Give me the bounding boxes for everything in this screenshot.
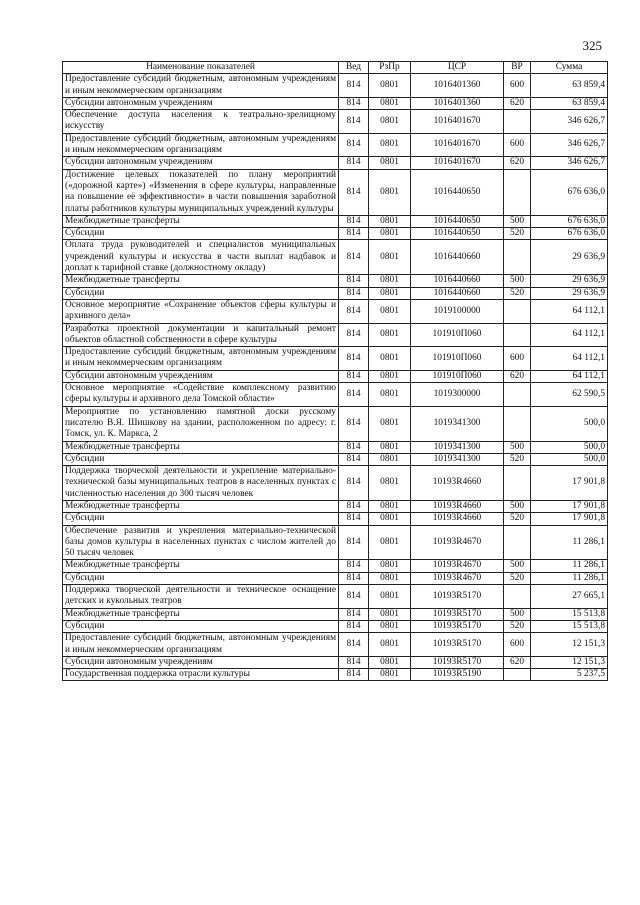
cell-vr: 620 (504, 370, 531, 382)
cell-vr (504, 525, 531, 560)
cell-rzpr: 0801 (369, 513, 411, 525)
header-name: Наименование показателей (63, 62, 339, 74)
cell-sum: 17 901,8 (531, 500, 608, 512)
cell-rzpr: 0801 (369, 275, 411, 287)
cell-sum: 500,0 (531, 406, 608, 441)
cell-rzpr: 0801 (369, 656, 411, 668)
cell-rzpr: 0801 (369, 215, 411, 227)
table-row (63, 383, 608, 407)
cell-rzpr: 0801 (369, 500, 411, 512)
cell-sum: 5 237,5 (531, 669, 608, 681)
cell-csr: 1019100000 (411, 299, 504, 323)
cell-vr: 520 (504, 620, 531, 632)
cell-rzpr: 0801 (369, 74, 411, 98)
cell-name: Поддержка творческой деятельности и техническое оснащение детских и кукольных театров (63, 585, 339, 609)
table-row (63, 633, 608, 657)
cell-vr (504, 110, 531, 134)
cell-sum: 346 626,7 (531, 110, 608, 134)
cell-rzpr: 0801 (369, 406, 411, 441)
cell-ved: 814 (339, 633, 369, 657)
cell-rzpr: 0801 (369, 157, 411, 169)
table-row (63, 466, 608, 501)
cell-name: Предоставление субсидий бюджетным, автономным учреждениям и иным некоммерческим организациям (63, 133, 339, 157)
cell-vr (504, 240, 531, 275)
cell-csr: 10193R5170 (411, 585, 504, 609)
cell-sum: 64 112,1 (531, 370, 608, 382)
cell-rzpr: 0801 (369, 347, 411, 371)
cell-csr: 1016440660 (411, 240, 504, 275)
cell-name: Субсидии (63, 620, 339, 632)
cell-vr: 600 (504, 133, 531, 157)
cell-name: Межбюджетные трансферты (63, 275, 339, 287)
cell-csr: 10193R4660 (411, 466, 504, 501)
cell-sum: 11 286,1 (531, 572, 608, 584)
table-row (63, 215, 608, 227)
cell-ved: 814 (339, 585, 369, 609)
cell-sum: 346 626,7 (531, 133, 608, 157)
table-row (63, 323, 608, 347)
cell-ved: 814 (339, 572, 369, 584)
cell-vr: 500 (504, 500, 531, 512)
cell-sum: 29 636,9 (531, 287, 608, 299)
cell-rzpr: 0801 (369, 97, 411, 109)
cell-name: Разработка проектной документации и капитальный ремонт объектов областной собственности в сфере культуры (63, 323, 339, 347)
cell-csr: 10193R4670 (411, 560, 504, 572)
cell-ved: 814 (339, 513, 369, 525)
cell-sum: 676 636,0 (531, 228, 608, 240)
header-csr: ЦСР (411, 62, 504, 74)
cell-rzpr: 0801 (369, 370, 411, 382)
cell-sum: 64 112,1 (531, 299, 608, 323)
cell-vr: 600 (504, 633, 531, 657)
cell-csr: 1016440660 (411, 275, 504, 287)
cell-name: Обеспечение доступа населения к театрально-зрелищному искусству (63, 110, 339, 134)
cell-csr: 10193R5170 (411, 620, 504, 632)
cell-name: Субсидии автономным учреждениям (63, 97, 339, 109)
cell-ved: 814 (339, 133, 369, 157)
cell-ved: 814 (339, 525, 369, 560)
cell-rzpr: 0801 (369, 299, 411, 323)
cell-rzpr: 0801 (369, 669, 411, 681)
cell-sum: 500,0 (531, 441, 608, 453)
cell-vr: 500 (504, 215, 531, 227)
cell-vr (504, 323, 531, 347)
cell-ved: 814 (339, 466, 369, 501)
cell-ved: 814 (339, 287, 369, 299)
cell-name: Предоставление субсидий бюджетным, автономным учреждениям и иным некоммерческим организациям (63, 347, 339, 371)
cell-name: Оплата труда руководителей и специалистов муниципальных учреждений культуры и искусства в части выплат надбавок и доплат к тарифной ставке (должностному окладу) (63, 240, 339, 275)
cell-ved: 814 (339, 97, 369, 109)
cell-name: Межбюджетные трансферты (63, 215, 339, 227)
cell-rzpr: 0801 (369, 441, 411, 453)
cell-rzpr: 0801 (369, 169, 411, 215)
cell-name: Межбюджетные трансферты (63, 441, 339, 453)
cell-rzpr: 0801 (369, 572, 411, 584)
cell-vr (504, 669, 531, 681)
page-number: 325 (582, 38, 602, 53)
cell-rzpr: 0801 (369, 240, 411, 275)
cell-sum: 29 636,9 (531, 275, 608, 287)
header-sum: Сумма (531, 62, 608, 74)
cell-csr: 10193R5170 (411, 608, 504, 620)
cell-name: Субсидии (63, 513, 339, 525)
cell-vr (504, 299, 531, 323)
table-row (63, 240, 608, 275)
cell-ved: 814 (339, 453, 369, 465)
cell-rzpr: 0801 (369, 585, 411, 609)
cell-ved: 814 (339, 383, 369, 407)
table-row (63, 74, 608, 98)
cell-vr: 500 (504, 560, 531, 572)
cell-rzpr: 0801 (369, 466, 411, 501)
cell-csr: 1016440650 (411, 169, 504, 215)
budget-table (62, 61, 608, 681)
cell-csr: 1019341300 (411, 441, 504, 453)
table-body (63, 74, 608, 681)
cell-vr (504, 585, 531, 609)
cell-ved: 814 (339, 560, 369, 572)
cell-vr (504, 383, 531, 407)
cell-ved: 814 (339, 74, 369, 98)
cell-sum: 63 859,4 (531, 97, 608, 109)
cell-vr: 600 (504, 347, 531, 371)
header-ved: Вед (339, 62, 369, 74)
cell-sum: 27 665,1 (531, 585, 608, 609)
table-row (63, 441, 608, 453)
cell-csr: 1016401360 (411, 74, 504, 98)
cell-csr: 10193R5170 (411, 656, 504, 668)
cell-ved: 814 (339, 323, 369, 347)
cell-rzpr: 0801 (369, 620, 411, 632)
cell-rzpr: 0801 (369, 383, 411, 407)
table-row (63, 585, 608, 609)
table-row (63, 133, 608, 157)
cell-ved: 814 (339, 157, 369, 169)
cell-sum: 17 901,8 (531, 513, 608, 525)
cell-vr: 620 (504, 157, 531, 169)
table-row (63, 169, 608, 215)
cell-vr: 600 (504, 74, 531, 98)
cell-rzpr: 0801 (369, 633, 411, 657)
cell-ved: 814 (339, 169, 369, 215)
cell-rzpr: 0801 (369, 453, 411, 465)
cell-name: Предоставление субсидий бюджетным, автономным учреждениям и иным некоммерческим организациям (63, 633, 339, 657)
table-row (63, 110, 608, 134)
cell-sum: 17 901,8 (531, 466, 608, 501)
cell-sum: 63 859,4 (531, 74, 608, 98)
cell-ved: 814 (339, 299, 369, 323)
cell-sum: 15 513,8 (531, 620, 608, 632)
cell-sum: 11 286,1 (531, 560, 608, 572)
cell-ved: 814 (339, 347, 369, 371)
cell-rzpr: 0801 (369, 287, 411, 299)
table-row (63, 669, 608, 681)
cell-rzpr: 0801 (369, 525, 411, 560)
cell-name: Субсидии автономным учреждениям (63, 370, 339, 382)
cell-csr: 10193R4660 (411, 500, 504, 512)
cell-name: Достижение целевых показателей по плану мероприятий («дорожной карте») «Изменения в сфере культуры, направленные на повышение её эффективности» в части повышения заработной платы работников культуры муниципальных учреждений культуры (63, 169, 339, 215)
cell-name: Межбюджетные трансферты (63, 608, 339, 620)
cell-csr: 10193R4660 (411, 513, 504, 525)
cell-vr: 620 (504, 97, 531, 109)
table-row (63, 299, 608, 323)
cell-name: Мероприятие по установлению памятной доски русскому писателю В.Я. Шишкову на здании, расположенном по адресу: г. Томск, ул. К. Маркса, 2 (63, 406, 339, 441)
cell-name: Субсидии (63, 228, 339, 240)
cell-csr: 1016440660 (411, 287, 504, 299)
cell-sum: 29 636,9 (531, 240, 608, 275)
table-row (63, 157, 608, 169)
cell-vr: 520 (504, 572, 531, 584)
cell-csr: 10193R5170 (411, 633, 504, 657)
cell-sum: 12 151,3 (531, 633, 608, 657)
cell-name: Государственная поддержка отрасли культуры (63, 669, 339, 681)
table-row (63, 513, 608, 525)
table-row (63, 97, 608, 109)
cell-rzpr: 0801 (369, 560, 411, 572)
cell-rzpr: 0801 (369, 133, 411, 157)
cell-sum: 676 636,0 (531, 169, 608, 215)
cell-name: Основное мероприятие «Сохранение объектов сферы культуры и архивного дела» (63, 299, 339, 323)
cell-csr: 10193R5190 (411, 669, 504, 681)
cell-name: Субсидии автономным учреждениям (63, 656, 339, 668)
cell-ved: 814 (339, 110, 369, 134)
cell-ved: 814 (339, 228, 369, 240)
table-row (63, 656, 608, 668)
table-row (63, 287, 608, 299)
cell-ved: 814 (339, 608, 369, 620)
cell-name: Межбюджетные трансферты (63, 500, 339, 512)
cell-sum: 15 513,8 (531, 608, 608, 620)
table-row (63, 406, 608, 441)
cell-vr (504, 406, 531, 441)
cell-vr: 520 (504, 453, 531, 465)
header-vr: ВР (504, 62, 531, 74)
cell-ved: 814 (339, 656, 369, 668)
cell-csr: 1016401670 (411, 157, 504, 169)
cell-csr: 1019341300 (411, 406, 504, 441)
cell-name: Субсидии (63, 287, 339, 299)
table-header-row (63, 62, 608, 74)
cell-csr: 10193R4670 (411, 525, 504, 560)
cell-vr (504, 169, 531, 215)
table-row (63, 275, 608, 287)
cell-ved: 814 (339, 370, 369, 382)
table-row (63, 500, 608, 512)
cell-ved: 814 (339, 240, 369, 275)
cell-name: Субсидии (63, 572, 339, 584)
cell-sum: 12 151,3 (531, 656, 608, 668)
cell-vr (504, 466, 531, 501)
cell-name: Межбюджетные трансферты (63, 560, 339, 572)
table-row (63, 572, 608, 584)
cell-sum: 62 590,5 (531, 383, 608, 407)
cell-vr: 520 (504, 513, 531, 525)
cell-ved: 814 (339, 669, 369, 681)
cell-sum: 11 286,1 (531, 525, 608, 560)
cell-vr: 520 (504, 228, 531, 240)
cell-sum: 64 112,1 (531, 323, 608, 347)
cell-vr: 500 (504, 441, 531, 453)
table-row (63, 608, 608, 620)
cell-csr: 1016440650 (411, 215, 504, 227)
cell-sum: 676 636,0 (531, 215, 608, 227)
cell-csr: 1016440650 (411, 228, 504, 240)
cell-csr: 1016401670 (411, 110, 504, 134)
cell-ved: 814 (339, 406, 369, 441)
cell-sum: 346 626,7 (531, 157, 608, 169)
cell-csr: 101910П060 (411, 323, 504, 347)
cell-ved: 814 (339, 500, 369, 512)
cell-name: Поддержка творческой деятельности и укрепление материально-технической базы муниципальных театров в населенных пунктах с численностью населения до 300 тысяч человек (63, 466, 339, 501)
table-row (63, 228, 608, 240)
cell-ved: 814 (339, 441, 369, 453)
cell-csr: 1019300000 (411, 383, 504, 407)
cell-sum: 500,0 (531, 453, 608, 465)
table-row (63, 525, 608, 560)
table-row (63, 620, 608, 632)
table-row (63, 453, 608, 465)
cell-name: Обеспечение развития и укрепления материально-технической базы домов культуры в населенных пунктах с числом жителей до 50 тысяч человек (63, 525, 339, 560)
cell-vr: 620 (504, 656, 531, 668)
cell-rzpr: 0801 (369, 110, 411, 134)
cell-name: Субсидии (63, 453, 339, 465)
cell-csr: 1016401670 (411, 133, 504, 157)
cell-vr: 520 (504, 287, 531, 299)
table-row (63, 560, 608, 572)
header-rzpr: РзПр (369, 62, 411, 74)
cell-csr: 101910П060 (411, 347, 504, 371)
cell-ved: 814 (339, 215, 369, 227)
cell-name: Предоставление субсидий бюджетным, автономным учреждениям и иным некоммерческим организациям (63, 74, 339, 98)
cell-csr: 1016401360 (411, 97, 504, 109)
cell-csr: 101910П060 (411, 370, 504, 382)
cell-rzpr: 0801 (369, 228, 411, 240)
cell-csr: 1019341300 (411, 453, 504, 465)
cell-rzpr: 0801 (369, 608, 411, 620)
cell-rzpr: 0801 (369, 323, 411, 347)
cell-name: Субсидии автономным учреждениям (63, 157, 339, 169)
cell-ved: 814 (339, 620, 369, 632)
table-row (63, 370, 608, 382)
cell-name: Основное мероприятие «Содействие комплексному развитию сферы культуры и архивного дела Томской области» (63, 383, 339, 407)
cell-vr: 500 (504, 275, 531, 287)
cell-ved: 814 (339, 275, 369, 287)
cell-sum: 64 112,1 (531, 347, 608, 371)
cell-csr: 10193R4670 (411, 572, 504, 584)
table-row (63, 347, 608, 371)
cell-vr: 500 (504, 608, 531, 620)
